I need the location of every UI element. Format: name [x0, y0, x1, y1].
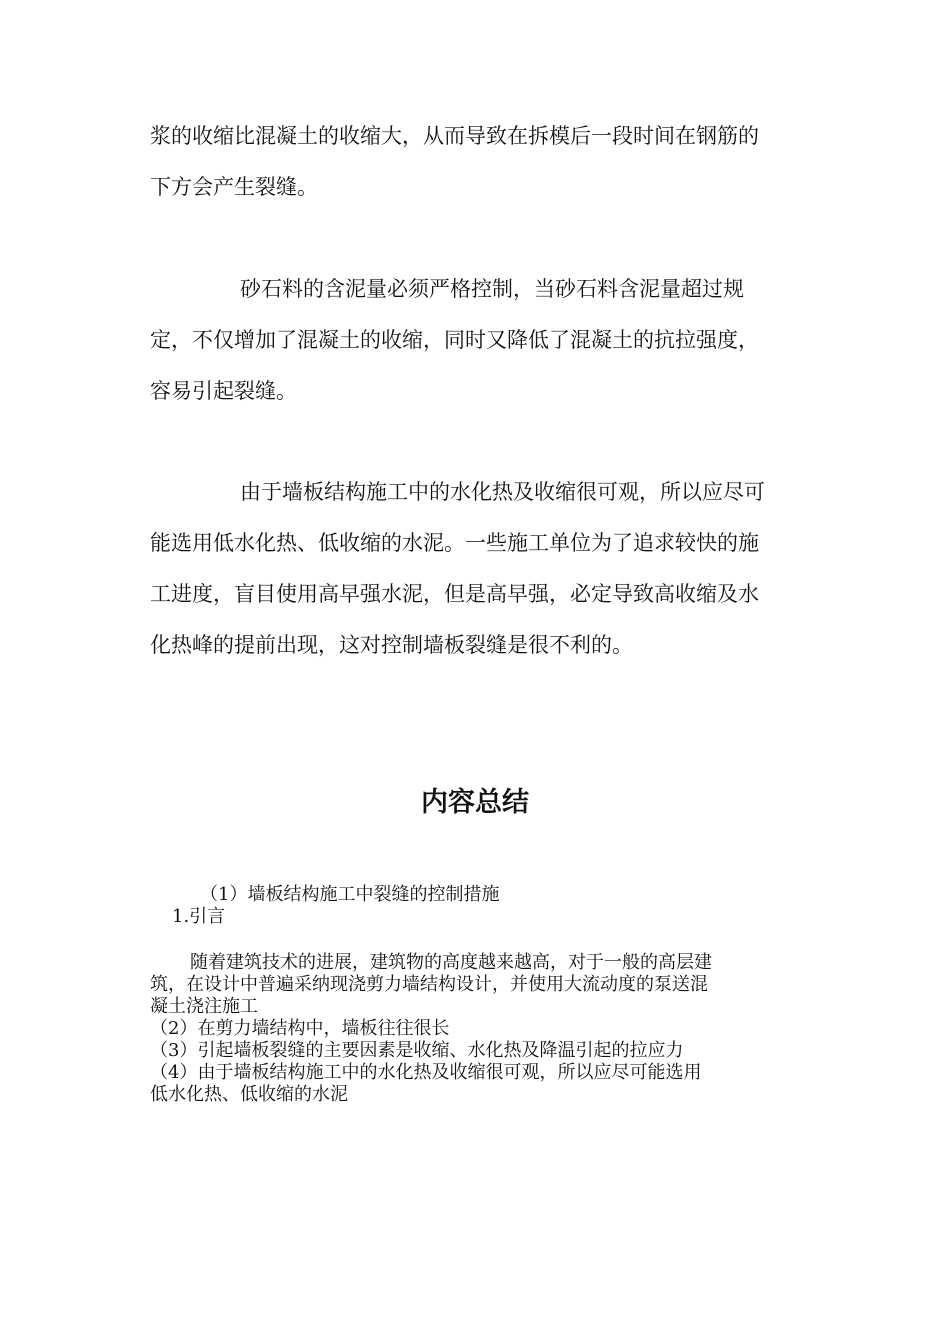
summary-title: 内容总结 — [421, 787, 529, 818]
paragraph-line: 由于墙板结构施工中的水化热及收缩很可观，所以应尽可 — [240, 480, 765, 504]
body-paragraph-1 — [150, 111, 802, 213]
paragraph-line: 砂石料的含泥量必须严格控制，当砂石料含泥量超过规 — [240, 277, 744, 301]
paragraph-line: 工进度，盲目使用高早强水泥，但是高早强，必定导致高收缩及水 — [150, 582, 759, 606]
paragraph-line: 能选用低水化热、低收缩的水泥。一些施工单位为了追求较快的施 — [150, 531, 759, 555]
summary-item: 随着建筑技术的进展，建筑物的高度越来越高，对于一般的高层建 — [190, 952, 712, 973]
paragraph-line: 容易引起裂缝。 — [150, 379, 297, 403]
summary-item: （4）由于墙板结构施工中的水化热及收缩很可观，所以应尽可能选用 — [150, 1062, 702, 1083]
summary-item: 低水化热、低收缩的水泥 — [150, 1084, 348, 1105]
summary-list — [150, 884, 802, 1106]
summary-item: 筑，在设计中普遍采纳现浇剪力墙结构设计，并使用大流动度的泵送混 — [150, 974, 708, 995]
summary-item: 1.引言 — [172, 906, 226, 927]
paragraph-line: 定，不仅增加了混凝土的收缩，同时又降低了混凝土的抗拉强度， — [150, 328, 759, 352]
summary-item: （2）在剪力墙结构中，墙板往往很长 — [150, 1018, 450, 1039]
summary-item: （1）墙板结构施工中裂缝的控制措施 — [200, 884, 500, 905]
body-paragraph-2 — [150, 264, 802, 417]
paragraph-line: 下方会产生裂缝。 — [150, 175, 318, 199]
paragraph-line: 化热峰的提前出现，这对控制墙板裂缝是很不利的。 — [150, 633, 633, 657]
summary-item: 凝土浇注施工 — [150, 996, 258, 1017]
summary-item: （3）引起墙板裂缝的主要因素是收缩、水化热及降温引起的拉应力 — [150, 1040, 684, 1061]
paragraph-line: 浆的收缩比混凝土的收缩大，从而导致在拆模后一段时间在钢筋的 — [150, 124, 759, 148]
body-paragraph-3 — [150, 467, 802, 671]
